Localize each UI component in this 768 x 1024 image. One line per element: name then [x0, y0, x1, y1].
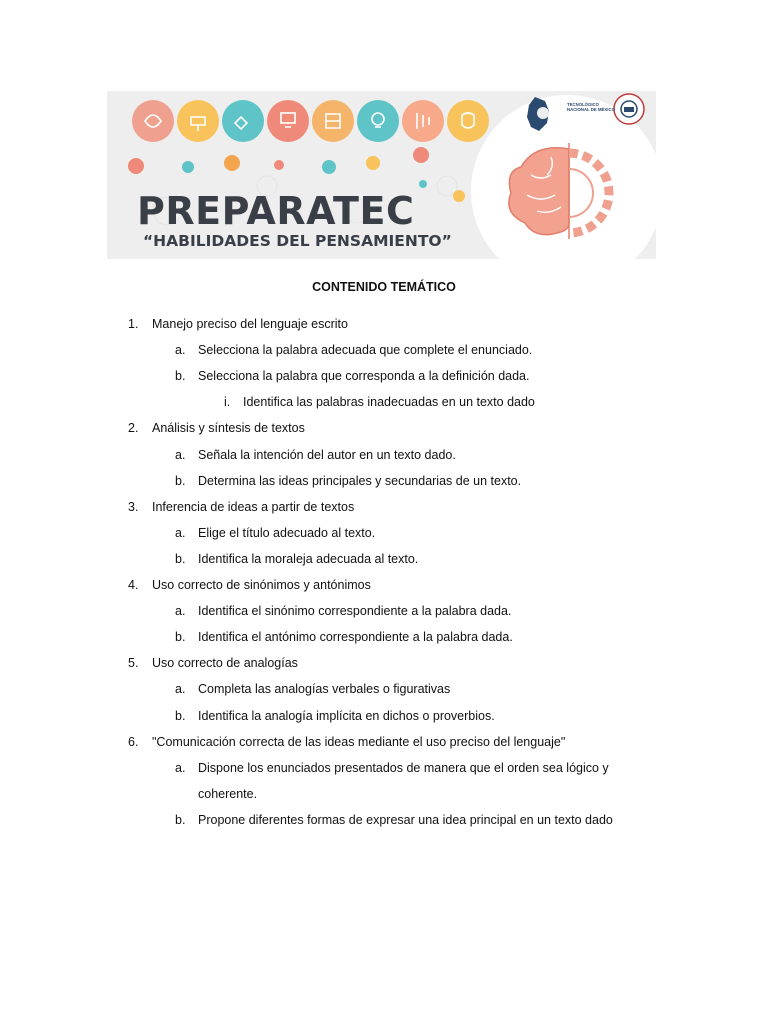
outline-subitem-text: Completa las analogías verbales o figurativas [198, 682, 451, 696]
outline-subitem-number: a. [175, 448, 186, 462]
outline-subitem-number: a. [175, 761, 186, 775]
outline-subitem-text: Dispone los enunciados presentados de manera que el orden sea lógico y [198, 761, 609, 775]
outline-subitem-text: Identifica el antónimo correspondiente a la palabra dada. [198, 630, 513, 644]
outline-subitem-number: a. [175, 526, 186, 540]
outline-subsubitem-number: i. [224, 395, 231, 409]
outline-subitem-number: a. [175, 343, 186, 357]
outline-item-text: Inferencia de ideas a partir de textos [152, 500, 355, 514]
banner-title: PREPARATEC [137, 189, 415, 233]
institution-seal [614, 94, 644, 124]
outline-subitem-number: b. [175, 474, 186, 488]
outline-subitem-text: Selecciona la palabra que corresponda a la definición dada. [198, 369, 530, 383]
outline-subitem-number: b. [175, 552, 186, 566]
page-title: CONTENIDO TEMÁTICO [312, 280, 456, 294]
icon-circles-row [132, 100, 489, 142]
outline-subitem-number: b. [175, 709, 186, 723]
outline-subitem-number: a. [175, 604, 186, 618]
outline-subitem-text: Identifica la moraleja adecuada al texto. [198, 552, 419, 566]
outline-item-text: Manejo preciso del lenguaje escrito [152, 317, 348, 331]
outline-item-number: 4. [128, 578, 139, 592]
outline-subitem-text: Señala la intención del autor en un texto dado. [198, 448, 456, 462]
outline-item-number: 3. [128, 500, 139, 514]
outline-subsubitem-text: Identifica las palabras inadecuadas en un texto dado [243, 395, 535, 409]
outline-item-number: 6. [128, 735, 139, 749]
banner-subtitle: “HABILIDADES DEL PENSAMIENTO” [143, 232, 452, 250]
outline-subitem-number: a. [175, 682, 186, 696]
outline-subitem-text: Determina las ideas principales y secundarias de un texto. [198, 474, 522, 488]
outline-subitem-continuation-text: coherente. [198, 787, 258, 801]
outline-item-text: Uso correcto de sinónimos y antónimos [152, 578, 371, 592]
outline-item-number: 2. [128, 421, 139, 435]
outline-item-number: 5. [128, 656, 139, 670]
outline-item-text: "Comunicación correcta de las ideas mediante el uso preciso del lenguaje" [152, 735, 566, 749]
outline-subitem-number: b. [175, 630, 186, 644]
header-banner [107, 91, 656, 259]
outline-subitem-number: b. [175, 813, 186, 827]
outline-subitem-text: Propone diferentes formas de expresar una idea principal en un texto dado [198, 813, 613, 827]
outline-item-text: Uso correcto de analogías [152, 656, 298, 670]
outline-subitem-text: Identifica el sinónimo correspondiente a la palabra dada. [198, 604, 512, 618]
outline-item-text: Análisis y síntesis de textos [152, 421, 305, 435]
outline-subitem-text: Elige el título adecuado al texto. [198, 526, 376, 540]
outline-subitem-text: Selecciona la palabra adecuada que complete el enunciado. [198, 343, 533, 357]
outline-subitem-number: b. [175, 369, 186, 383]
outline-subitem-text: Identifica la analogía implícita en dichos o proverbios. [198, 709, 495, 723]
tecnm-logo-text: TECNOLÓGICO NACIONAL DE MÉXICO [567, 102, 615, 112]
outline-item-number: 1. [128, 317, 139, 331]
